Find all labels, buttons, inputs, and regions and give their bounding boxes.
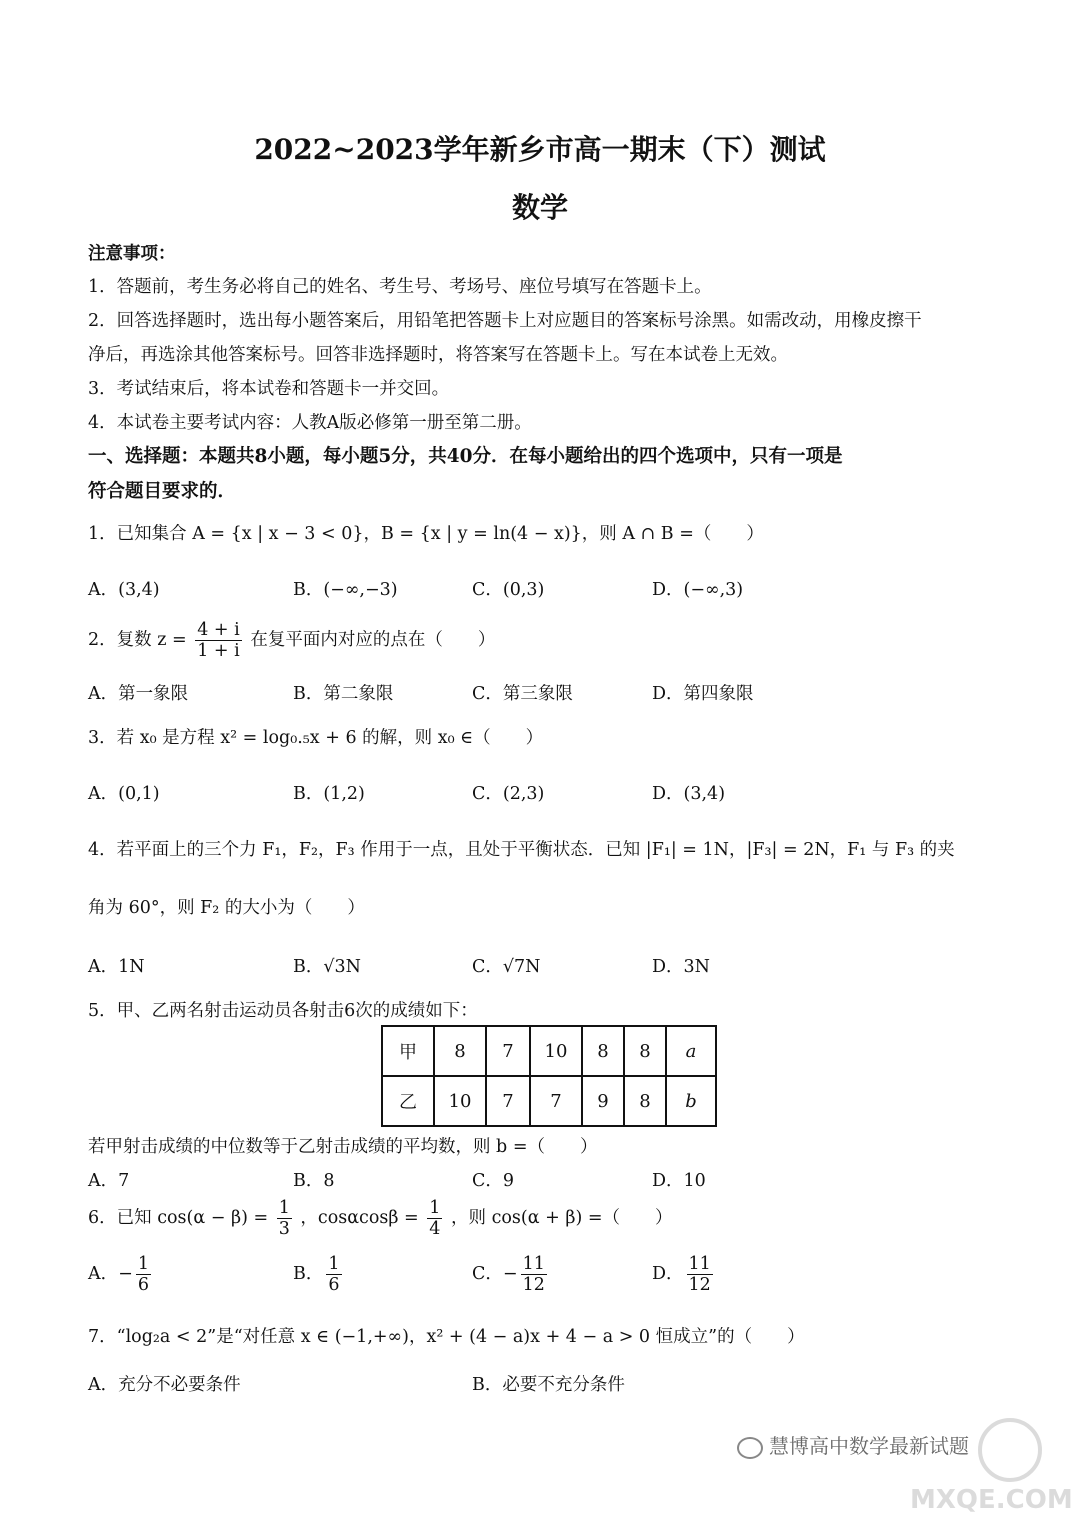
q7-stem: 7．“log₂a < 2”是“对任意 x ∈ (−1,+∞)，x² + (4 − a)x + 4 − a > 0 恒成立”的（ ） [88, 1327, 805, 1347]
table-cell: 9 [582, 1076, 624, 1126]
q3-option-b: B．(1,2) [293, 784, 365, 804]
q4-stem-cont: 角为 60°，则 F₂ 的大小为（ ） [88, 898, 365, 918]
q4-option-a: A．1N [88, 957, 145, 977]
q2-fraction [195, 620, 242, 661]
table-cell: b [666, 1076, 716, 1126]
q5-after: 若甲射击成绩的中位数等于乙射击成绩的平均数，则 b =（ ） [88, 1137, 598, 1157]
table-cell: 甲 [382, 1026, 434, 1076]
table-cell: 8 [434, 1026, 486, 1076]
fraction-numerator: 1 [278, 1198, 290, 1218]
section1-heading: 一、选择题：本题共8小题，每小题5分，共40分．在每小题给出的四个选项中，只有一项是 [88, 446, 843, 467]
table-cell: a [666, 1026, 716, 1076]
q4-option-b: B．√3N [293, 957, 361, 977]
q5-option-a: A．7 [88, 1171, 130, 1191]
table-cell: 10 [434, 1076, 486, 1126]
notice-item-2: 2．回答选择题时，选出每小题答案后，用铅笔把答题卡上对应题目的答案标号涂黑。如需改动，用橡皮擦干 [88, 311, 922, 331]
q2-denominator: 1 + i [197, 641, 240, 662]
q5-score-table [381, 1025, 717, 1127]
q3-option-a: A．(0,1) [88, 784, 160, 804]
option-fraction [521, 1254, 547, 1295]
q1-stem: 1．已知集合 A = {x | x − 3 < 0}，B = {x | y = ln(4 − x)}，则 A ∩ B =（ ） [88, 524, 764, 544]
table-cell: 10 [530, 1026, 582, 1076]
fraction-denominator: 6 [328, 1275, 340, 1296]
q2-stem [88, 620, 495, 661]
q6-fraction-2 [427, 1198, 442, 1239]
option-sign: − [118, 1264, 133, 1285]
q2-option-d: D．第四象限 [652, 684, 754, 704]
option-fraction [687, 1254, 713, 1295]
q6-option-b [293, 1254, 345, 1295]
watermark-seal-icon [900, 1410, 1073, 1520]
table-row [382, 1076, 716, 1126]
fraction-numerator: 11 [522, 1254, 545, 1274]
option-label: D． [652, 1264, 684, 1285]
fraction-denominator: 6 [137, 1275, 149, 1296]
q3-stem: 3．若 x₀ 是方程 x² = log₀.₅x + 6 的解，则 x₀ ∈（ ） [88, 728, 544, 748]
notice-item-1: 1．答题前，考生务必将自己的姓名、考生号、考场号、座位号填写在答题卡上。 [88, 277, 712, 297]
section1-heading-cont: 符合题目要求的． [88, 481, 237, 502]
option-sign: − [502, 1264, 518, 1285]
notice-heading: 注意事项： [88, 244, 176, 264]
fraction-denominator: 3 [278, 1219, 290, 1240]
exam-title: 2022~2023学年新乡市高一期末（下）测试 [254, 133, 826, 166]
table-cell: 7 [486, 1026, 530, 1076]
table-cell: 8 [624, 1026, 666, 1076]
q5-stem: 5．甲、乙两名射击运动员各射击6次的成绩如下： [88, 1001, 478, 1021]
q3-option-d: D．(3,4) [652, 784, 726, 804]
fraction-denominator: 12 [522, 1275, 545, 1296]
wechat-icon [737, 1437, 763, 1459]
q6-option-a [88, 1254, 154, 1295]
q2-option-c: C．第三象限 [472, 684, 573, 704]
option-fraction [136, 1254, 151, 1295]
exam-subject: 数学 [511, 191, 568, 224]
watermark-label: 慧博高中数学最新试题 [769, 1434, 969, 1458]
option-fraction [326, 1254, 341, 1295]
fraction-denominator: 4 [429, 1219, 441, 1240]
fraction-denominator: 12 [688, 1275, 711, 1296]
q1-option-c: C．(0,3) [472, 580, 545, 600]
fraction-numerator: 1 [328, 1254, 340, 1274]
table-cell: 8 [582, 1026, 624, 1076]
option-label: B． [293, 1264, 324, 1285]
q5-option-c: C．9 [472, 1171, 515, 1191]
q6-part-1: 6．已知 cos(α − β) = [88, 1208, 269, 1229]
notice-item-2-cont: 净后，再选涂其他答案标号。回答非选择题时，将答案写在答题卡上。写在本试卷上无效。 [88, 345, 788, 365]
q1-option-d: D．(−∞,3) [652, 580, 744, 600]
q5-option-b: B．8 [293, 1171, 335, 1191]
notice-item-3: 3．考试结束后，将本试卷和答题卡一并交回。 [88, 379, 450, 399]
table-cell: 7 [530, 1076, 582, 1126]
q2-option-a: A．第一象限 [88, 684, 189, 704]
q6-option-c [472, 1254, 550, 1295]
notice-item-4: 4．本试卷主要考试内容：人教A版必修第一册至第二册。 [88, 413, 532, 433]
q6-fraction-1 [277, 1198, 292, 1239]
option-label: C． [472, 1264, 503, 1285]
q6-stem [88, 1198, 673, 1239]
q2-prefix: 2．复数 z = [88, 630, 187, 651]
q2-numerator: 4 + i [197, 620, 240, 640]
q1-option-b: B．(−∞,−3) [293, 580, 398, 600]
fraction-numerator: 11 [688, 1254, 711, 1274]
q7-option-b: B．必要不充分条件 [472, 1375, 625, 1395]
q6-part-2: ，cosαcosβ = [300, 1208, 419, 1229]
fraction-numerator: 1 [137, 1254, 149, 1274]
q4-option-d: D．3N [652, 957, 710, 977]
option-label: A． [88, 1264, 119, 1285]
q2-option-b: B．第二象限 [293, 684, 394, 704]
q6-option-d [652, 1254, 716, 1295]
q4-stem: 4．若平面上的三个力 F₁，F₂，F₃ 作用于一点，且处于平衡状态．已知 |F₁| = 1N，|F₃| = 2N，F₁ 与 F₃ 的夹 [88, 840, 955, 860]
q7-option-a: A．充分不必要条件 [88, 1375, 241, 1395]
q3-option-c: C．(2,3) [472, 784, 545, 804]
fraction-numerator: 1 [429, 1198, 441, 1218]
table-cell: 7 [486, 1076, 530, 1126]
q1-option-a: A．(3,4) [88, 580, 160, 600]
q4-option-c: C．√7N [472, 957, 541, 977]
q2-suffix: 在复平面内对应的点在（ ） [250, 630, 496, 651]
table-row [382, 1026, 716, 1076]
svg-text:MXQE.COM: MXQE.COM [910, 1485, 1073, 1515]
table-cell: 乙 [382, 1076, 434, 1126]
table-cell: 8 [624, 1076, 666, 1126]
q6-part-3: ，则 cos(α + β) =（ ） [451, 1208, 673, 1229]
q5-option-d: D．10 [652, 1171, 706, 1191]
